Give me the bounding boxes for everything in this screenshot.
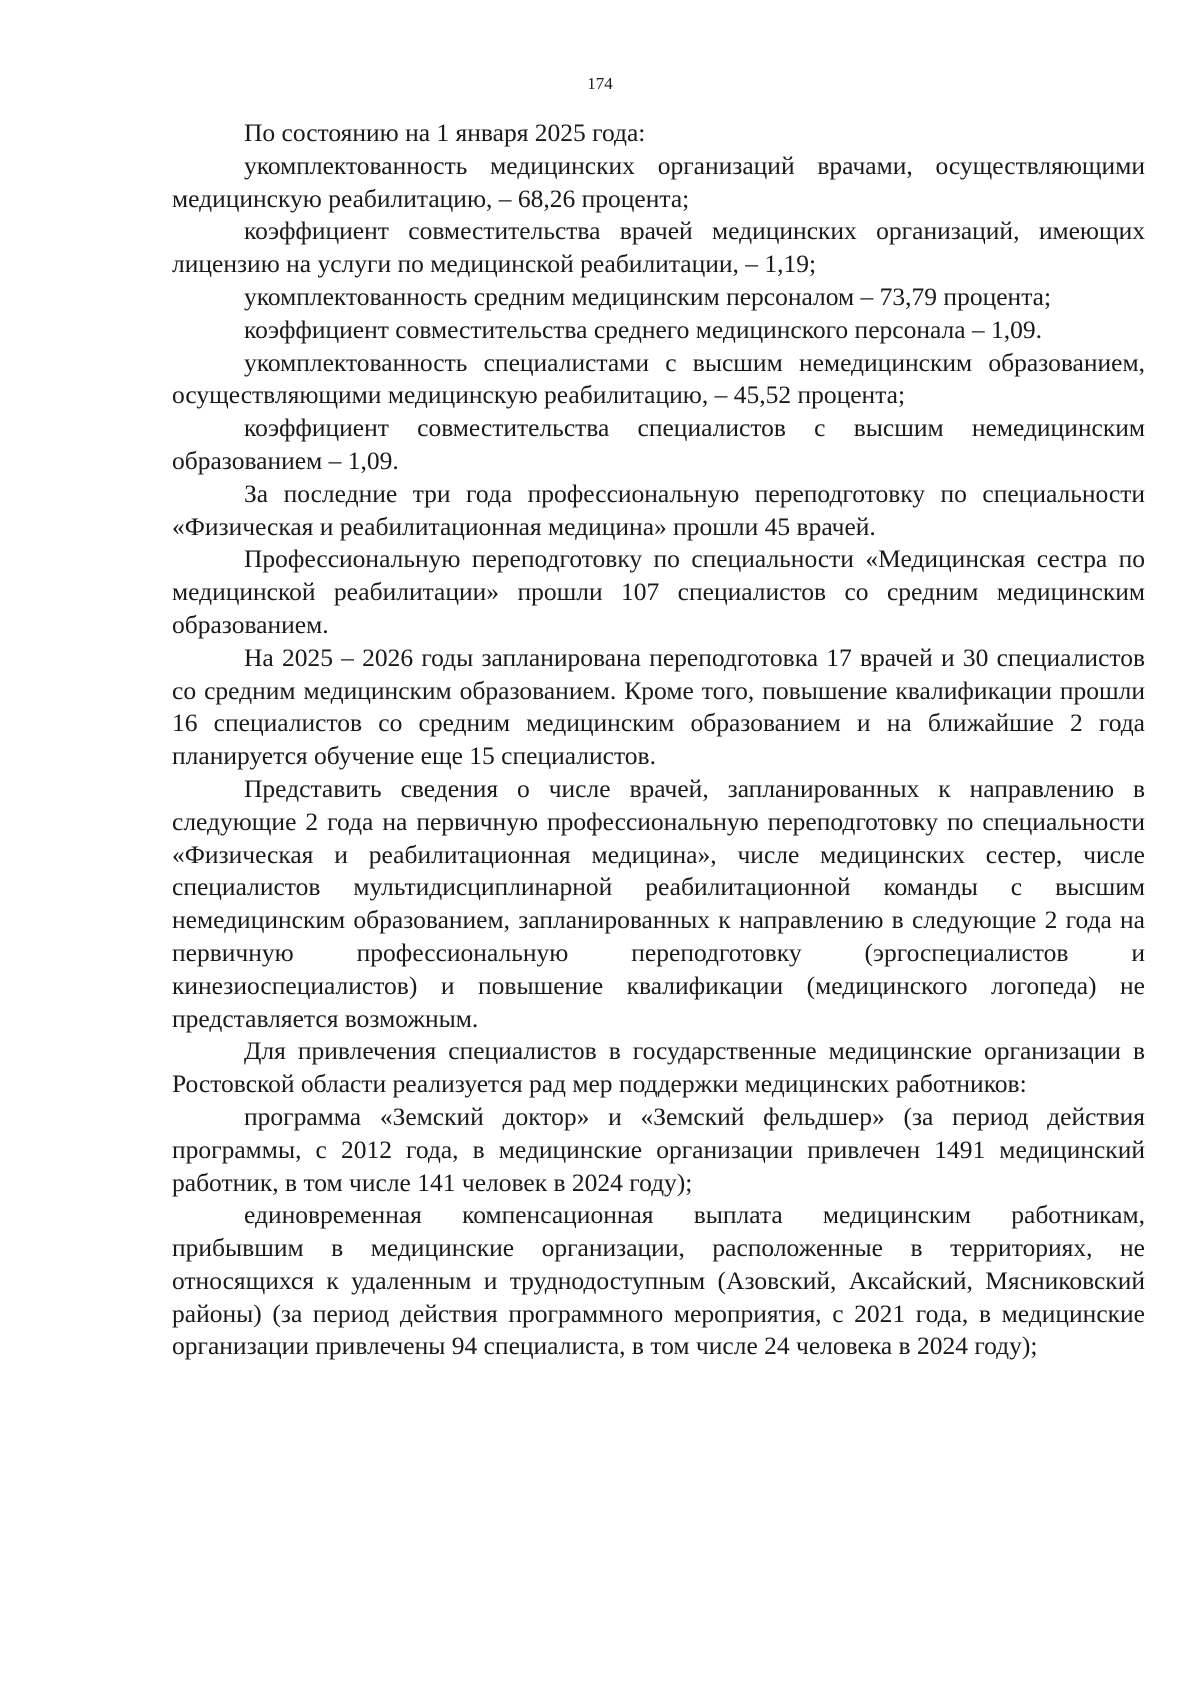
paragraph: единовременная компенсационная выплата медицинским работникам, прибывшим в медицинские организации, расположенные в территориях, не относящихся к удаленным и труднодоступным (Азовский, Аксайский, Мясниковский районы) (за период действия программного мероприятия, с 2021 года, в медицинские организации привлечены 94 специалиста, в том числе 24 человека в 2024 году); [172, 1200, 1145, 1361]
paragraph: программа «Земский доктор» и «Земский фельдшер» (за период действия программы, с 2012 года, в медицинские организации привлечен 1491 медицинский работник, в том числе 141 человек в 2024 году); [172, 1101, 1145, 1197]
paragraph: Представить сведения о числе врачей, запланированных к направлению в следующие 2 года на первичную профессиональную переподготовку по специальности «Физическая и реабилитационная медицина», числе медицинских сестер, числе специалистов мультидисциплинарной реабилитационной команды с высшим немедицинским образованием, запланированных к направлению в следующие 2 года на первичную профессиональную переподготовку (эргоспециалистов и кинезиоспециалистов) и повышение квалификации (медицинского логопеда) не представляется возможным. [172, 773, 1145, 1033]
page-number: 174 [587, 74, 613, 93]
paragraph: коэффициент совместительства специалистов с высшим немедицинским образованием – 1,09. [172, 413, 1145, 475]
paragraph: За последние три года профессиональную переподготовку по специальности «Физическая и реабилитационная медицина» прошли 45 врачей. [172, 478, 1145, 541]
paragraph: Профессиональную переподготовку по специальности «Медицинская сестра по медицинской реабилитации» прошли 107 специалистов со средним медицинским образованием. [172, 544, 1145, 639]
paragraph: укомплектованность средним медицинским персоналом – 73,79 процента; [244, 281, 1052, 311]
paragraph: коэффициент совместительства среднего медицинского персонала – 1,09. [244, 314, 1043, 344]
paragraph: По состоянию на 1 января 2025 года: [244, 118, 646, 147]
paragraph: укомплектованность специалистами с высшим немедицинским образованием, осуществляющими медицинскую реабилитацию, – 45,52 процента; [172, 347, 1145, 410]
paragraph: На 2025 – 2026 годы запланирована переподготовка 17 врачей и 30 специалистов со средним медицинским образованием. Кроме того, повышение квалификации прошли 16 специалистов со средним медицинским образованием и на ближайшие 2 года планируется обучение еще 15 специалистов. [172, 642, 1145, 771]
paragraph: коэффициент совместительства врачей медицинских организаций, имеющих лицензию на услуги по медицинской реабилитации, – 1,19; [172, 216, 1145, 279]
paragraph: Для привлечения специалистов в государственные медицинские организации в Ростовской области реализуется рад мер поддержки медицинских работников: [172, 1036, 1145, 1099]
paragraph: укомплектованность медицинских организаций врачами, осуществляющими медицинскую реабилитацию, – 68,26 процента; [172, 150, 1145, 213]
body-text [172, 117, 1145, 1363]
